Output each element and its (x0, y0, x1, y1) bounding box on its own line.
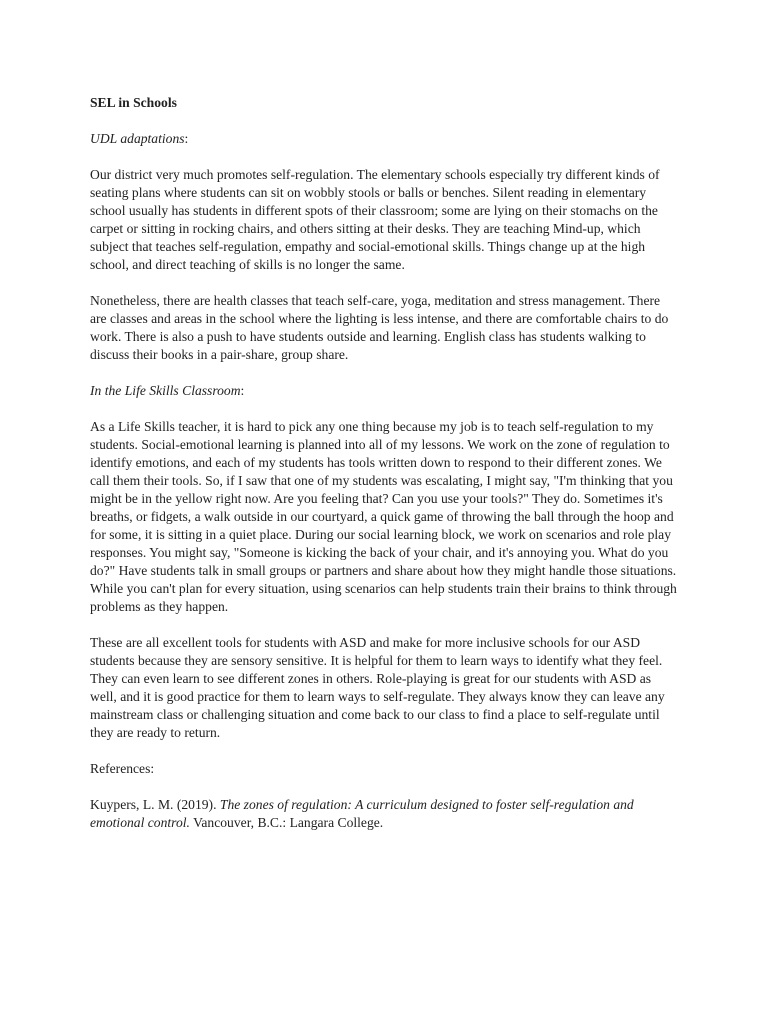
section-heading-text: In the Life Skills Classroom (90, 383, 241, 398)
paragraph: These are all excellent tools for students with ASD and make for more inclusive schools for our ASD students because they are sensory sensitive. It is helpful for them to learn ways to identify what they feel. They can even learn to see different zones in others. Role-playing is great for our students with ASD as well, and it is good practice for them to learn ways to self-regulate. They always know they can leave any mainstream class or challenging situation and come back to our class to find a place to self-regulate until they are ready to return. (90, 635, 665, 740)
section-heading-udl (90, 130, 680, 148)
document-page (90, 94, 680, 832)
section-heading-colon: : (184, 131, 189, 146)
paragraph: Our district very much promotes self-regulation. The elementary schools especially try different kinds of seating plans where students can sit on wobbly stools or balls or benches. Silent reading in elementary school usually has students in different spots of their classroom; some are lying on their stomachs on the carpet or sitting in rocking chairs, and others sitting at their desks. They are teaching Mind-up, which subject that teaches self-regulation, empathy and social-emotional skills. Things change up at the high school, and direct teaching of skills is no longer the same. (90, 167, 660, 272)
section-heading-colon: : (240, 383, 245, 398)
reference-publisher: Vancouver, B.C.: Langara College. (189, 815, 384, 830)
paragraph: Nonetheless, there are health classes that teach self-care, yoga, meditation and stress management. There are classes and areas in the school where the lighting is less intense, and there are comfortable chairs to do work. There is also a push to have students outside and learning. English class has students walking to discuss their books in a pair-share, group share. (90, 293, 669, 362)
reference-authors: Kuypers, L. M. (2019). (90, 797, 220, 812)
references-label: References: (90, 761, 155, 776)
paragraph: As a Life Skills teacher, it is hard to pick any one thing because my job is to teach self-regulation to my students. Social-emotional learning is planned into all of my lessons. We work on the zone of regulation to identify emotions, and each of my students has tools written down to respond to their different zones. We call them their tools. So, if I saw that one of my students was escalating, I might say, "I'm thinking that you might be in the yellow right now. Are you feeling that? Can you use your tools?" They do. Sometimes it's breaths, or fidgets, a walk outside in our courtyard, a quick game of throwing the ball through the hoop and for some, it is sitting in a quiet place. During our social learning block, we work on scenarios and role play responses. You might say, "Someone is kicking the back of your chair, and it's annoying you. What do you do?" Have students talk in small groups or partners and share about how they might handle those situations. While you can't plan for every situation, using scenarios can help students train their brains to think through problems as they happen. (90, 419, 677, 614)
document-title: SEL in Schools (90, 95, 177, 110)
reference-entry (90, 796, 680, 832)
section-heading-life-skills (90, 382, 680, 400)
section-heading-text: UDL adaptations (90, 131, 185, 146)
reference-title: The zones of regulation: A curriculum designed to foster self-regulation and emotional control. (90, 797, 634, 830)
